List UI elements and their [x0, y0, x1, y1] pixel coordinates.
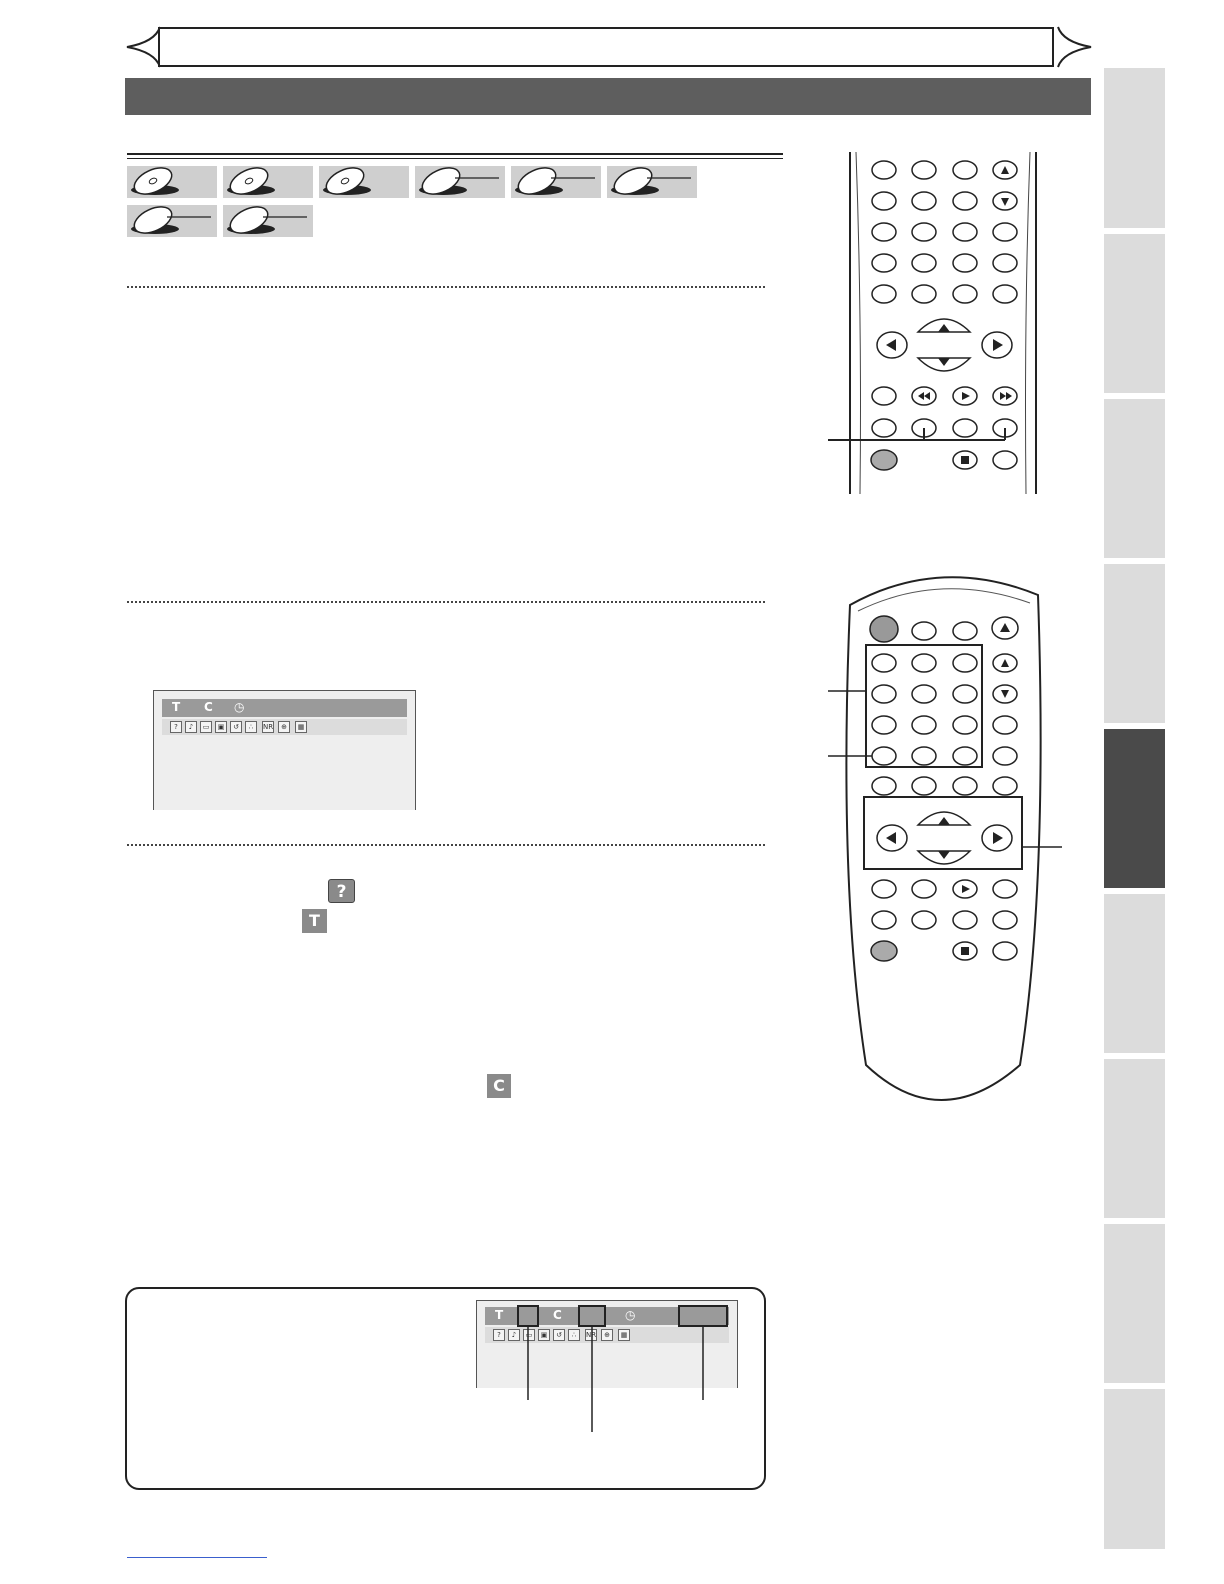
disc-icon — [223, 166, 313, 198]
surround-icon: ▦ — [618, 1329, 630, 1341]
section-title-bar — [125, 78, 1091, 115]
zoom-icon: ⊕ — [278, 721, 290, 733]
side-tab[interactable] — [1104, 1389, 1165, 1549]
heading-rule-thin — [127, 158, 783, 159]
osd-status-bar — [162, 699, 407, 717]
disc-icon — [607, 166, 697, 198]
angle-icon: ▣ — [538, 1329, 550, 1341]
disc-icon — [127, 205, 217, 237]
section-divider — [127, 601, 765, 603]
osd-callouts — [470, 1296, 750, 1436]
section-divider — [127, 844, 765, 846]
disc-icon — [415, 166, 505, 198]
marker-icon: ∴ — [568, 1329, 580, 1341]
footer-link[interactable] — [127, 1557, 267, 1558]
side-tab[interactable] — [1104, 1224, 1165, 1383]
search-icon: ? — [170, 721, 182, 733]
disc-icon — [223, 205, 313, 237]
noise-reduction-icon: NR — [586, 1331, 597, 1339]
osd-chapter-letter: C — [204, 700, 213, 714]
page-banner — [158, 27, 1054, 67]
disc-icon — [319, 166, 409, 198]
zoom-icon: ⊕ — [601, 1329, 613, 1341]
search-icon: ? — [328, 879, 355, 903]
side-tab[interactable] — [1104, 894, 1165, 1053]
marker-icon: ∴ — [245, 721, 257, 733]
chapter-icon: C — [487, 1074, 511, 1098]
noise-reduction-icon: NR — [263, 723, 274, 731]
osd-chapter-letter: C — [553, 1308, 562, 1322]
osd-time-symbol: ◷ — [625, 1308, 636, 1322]
subtitle-icon: ▭ — [200, 721, 212, 733]
audio-icon: ♪ — [185, 721, 197, 733]
osd-screen-example — [153, 690, 416, 810]
side-tab[interactable] — [1104, 399, 1165, 558]
surround-icon: ▦ — [295, 721, 307, 733]
osd-title-letter: T — [495, 1308, 504, 1322]
side-tab[interactable] — [1104, 68, 1165, 228]
subtitle-icon: ▭ — [523, 1329, 535, 1341]
remote-control-partial — [820, 148, 1050, 498]
repeat-icon: ↺ — [230, 721, 242, 733]
audio-icon: ♪ — [508, 1329, 520, 1341]
angle-icon: ▣ — [215, 721, 227, 733]
section-divider — [127, 286, 765, 288]
repeat-icon: ↺ — [553, 1329, 565, 1341]
side-tab-active[interactable] — [1104, 729, 1165, 888]
search-icon: ? — [493, 1329, 505, 1341]
remote-control-full — [820, 565, 1070, 1115]
osd-icon-row — [162, 719, 407, 735]
disc-icon — [511, 166, 601, 198]
osd-time-symbol: ◷ — [234, 700, 245, 714]
disc-icon — [127, 166, 217, 198]
title-icon: T — [302, 909, 327, 933]
side-tab[interactable] — [1104, 1059, 1165, 1218]
heading-rule — [127, 153, 783, 155]
side-tab[interactable] — [1104, 234, 1165, 393]
side-tab[interactable] — [1104, 564, 1165, 723]
osd-title-letter: T — [172, 700, 181, 714]
